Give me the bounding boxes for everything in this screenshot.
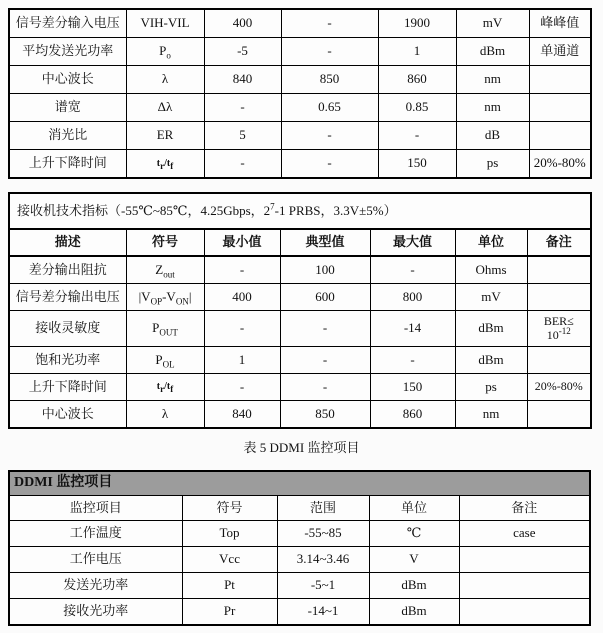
cell-max: 800 <box>370 284 455 311</box>
cell-note: 20%-80% <box>529 150 591 179</box>
cell-unit: mV <box>456 9 529 38</box>
cell-typ: 850 <box>281 66 378 94</box>
table-row <box>9 573 590 599</box>
cell-range: 3.14~3.46 <box>277 547 369 573</box>
cell-symbol: λ <box>126 401 204 429</box>
cell-typ: - <box>281 9 378 38</box>
table-row <box>9 547 590 573</box>
cell-typ: - <box>281 150 378 179</box>
cell-min: 5 <box>204 122 281 150</box>
cell-note <box>527 256 591 284</box>
cell-symbol: $P_o$ <box>126 38 204 66</box>
ddmi-monitor-table <box>8 470 591 626</box>
cell-note <box>459 573 590 599</box>
cell-note: 20%-80% <box>527 374 591 401</box>
cell-max: - <box>370 347 455 374</box>
cell-note <box>459 599 590 626</box>
cell-symbol: $t_r/t_f$ <box>126 150 204 179</box>
cell-symbol: Pt <box>182 573 277 599</box>
cell-min: 840 <box>204 401 280 429</box>
cell-min: - <box>204 256 280 284</box>
cell-min: 840 <box>204 66 281 94</box>
cell-desc: 上升下降时间 <box>9 374 126 401</box>
cell-unit: nm <box>455 401 527 429</box>
cell-typ: 850 <box>280 401 370 429</box>
cell-typ: - <box>280 347 370 374</box>
cell-note: 峰峰值 <box>529 9 591 38</box>
cell-note <box>459 547 590 573</box>
table-row <box>9 150 591 179</box>
cell-unit: V <box>369 547 459 573</box>
table-row <box>9 599 590 626</box>
cell-max: 150 <box>378 150 456 179</box>
table-row <box>9 66 591 94</box>
column-header: 符号 <box>182 496 277 521</box>
cell-unit: dBm <box>455 311 527 347</box>
cell-unit: dBm <box>369 599 459 626</box>
cell-unit: nm <box>456 66 529 94</box>
cell-desc: 谱宽 <box>9 94 126 122</box>
cell-desc: 中心波长 <box>9 66 126 94</box>
table-header-row <box>9 229 591 256</box>
table-row <box>9 193 591 229</box>
cell-max: 150 <box>370 374 455 401</box>
receiver-spec-table <box>8 192 592 429</box>
table-row <box>9 374 591 401</box>
cell-symbol: λ <box>126 66 204 94</box>
cell-symbol: $P_{OUT}$ <box>126 311 204 347</box>
cell-min: - <box>204 374 280 401</box>
cell-desc: 饱和光功率 <box>9 347 126 374</box>
table-row <box>9 284 591 311</box>
cell-min: 400 <box>204 9 281 38</box>
cell-max: 1900 <box>378 9 456 38</box>
table-row <box>9 38 591 66</box>
cell-unit: ps <box>455 374 527 401</box>
cell-typ: 600 <box>280 284 370 311</box>
cell-typ: - <box>280 311 370 347</box>
column-header: 单位 <box>369 496 459 521</box>
cell-min: - <box>204 150 281 179</box>
cell-item: 接收光功率 <box>9 599 182 626</box>
cell-unit: dBm <box>456 38 529 66</box>
table-row <box>9 94 591 122</box>
cell-symbol: $Z_{out}$ <box>126 256 204 284</box>
cell-item: 工作电压 <box>9 547 182 573</box>
column-header: 最大值 <box>370 229 455 256</box>
cell-range: -55~85 <box>277 521 369 547</box>
cell-desc: 中心波长 <box>9 401 126 429</box>
cell-min: - <box>204 94 281 122</box>
cell-note: BER≤ $10^{-12}$ <box>527 311 591 347</box>
cell-symbol: $t_r/t_f$ <box>126 374 204 401</box>
cell-max: -14 <box>370 311 455 347</box>
table-row <box>9 347 591 374</box>
cell-desc: 接收灵敏度 <box>9 311 126 347</box>
cell-max: 0.85 <box>378 94 456 122</box>
cell-min: 400 <box>204 284 280 311</box>
cell-max: - <box>378 122 456 150</box>
cell-desc: 消光比 <box>9 122 126 150</box>
table-row <box>9 122 591 150</box>
column-header: 描述 <box>9 229 126 256</box>
column-header: 符号 <box>126 229 204 256</box>
cell-symbol: Top <box>182 521 277 547</box>
column-header: 备注 <box>459 496 590 521</box>
cell-symbol: Δλ <box>126 94 204 122</box>
cell-unit: mV <box>455 284 527 311</box>
cell-note <box>529 122 591 150</box>
receiver-spec-title: 接收机技术指标（-55℃~85℃，4.25Gbps，$2^7-1$ PRBS，3.3V±5%） <box>9 193 591 229</box>
cell-typ: 0.65 <box>281 94 378 122</box>
cell-desc: 信号差分输入电压 <box>9 9 126 38</box>
table-row <box>9 521 590 547</box>
cell-note <box>529 66 591 94</box>
cell-symbol: Pr <box>182 599 277 626</box>
table-header-row <box>9 496 590 521</box>
cell-unit: dBm <box>369 573 459 599</box>
cell-note <box>527 347 591 374</box>
cell-unit: dB <box>456 122 529 150</box>
cell-max: 860 <box>370 401 455 429</box>
table-row <box>9 311 591 347</box>
column-header: 典型值 <box>280 229 370 256</box>
cell-typ: - <box>280 374 370 401</box>
cell-unit: Ohms <box>455 256 527 284</box>
table-caption: 表 5 DDMI 监控项目 <box>243 440 360 455</box>
cell-max: 1 <box>378 38 456 66</box>
cell-typ: - <box>281 122 378 150</box>
cell-note <box>527 284 591 311</box>
cell-unit: ℃ <box>369 521 459 547</box>
table-row <box>9 471 590 496</box>
cell-min: -5 <box>204 38 281 66</box>
cell-range: -14~1 <box>277 599 369 626</box>
cell-unit: dBm <box>455 347 527 374</box>
cell-min: 1 <box>204 347 280 374</box>
table-row <box>9 401 591 429</box>
table-row <box>9 256 591 284</box>
cell-max: - <box>370 256 455 284</box>
cell-symbol: ER <box>126 122 204 150</box>
cell-symbol: $|V_{OP}-V_{ON}|$ <box>126 284 204 311</box>
column-header: 监控项目 <box>9 496 182 521</box>
column-header: 最小值 <box>204 229 280 256</box>
cell-desc: 差分输出阻抗 <box>9 256 126 284</box>
cell-desc: 平均发送光功率 <box>9 38 126 66</box>
cell-symbol: Vcc <box>182 547 277 573</box>
column-header: 范围 <box>277 496 369 521</box>
cell-symbol: VIH-VIL <box>126 9 204 38</box>
cell-max: 860 <box>378 66 456 94</box>
cell-desc: 上升下降时间 <box>9 150 126 179</box>
cell-typ: 100 <box>280 256 370 284</box>
cell-note: 单通道 <box>529 38 591 66</box>
cell-symbol: $P_{OL}$ <box>126 347 204 374</box>
cell-item: 发送光功率 <box>9 573 182 599</box>
ddmi-band-title: DDMI 监控项目 <box>9 471 590 496</box>
cell-unit: nm <box>456 94 529 122</box>
cell-desc: 信号差分输出电压 <box>9 284 126 311</box>
cell-note <box>527 401 591 429</box>
column-header: 备注 <box>527 229 591 256</box>
cell-min: - <box>204 311 280 347</box>
cell-note: case <box>459 521 590 547</box>
cell-unit: ps <box>456 150 529 179</box>
cell-range: -5~1 <box>277 573 369 599</box>
cell-typ: - <box>281 38 378 66</box>
table-row <box>9 9 591 38</box>
cell-item: 工作温度 <box>9 521 182 547</box>
cell-note <box>529 94 591 122</box>
column-header: 单位 <box>455 229 527 256</box>
transmitter-spec-table <box>8 8 592 179</box>
